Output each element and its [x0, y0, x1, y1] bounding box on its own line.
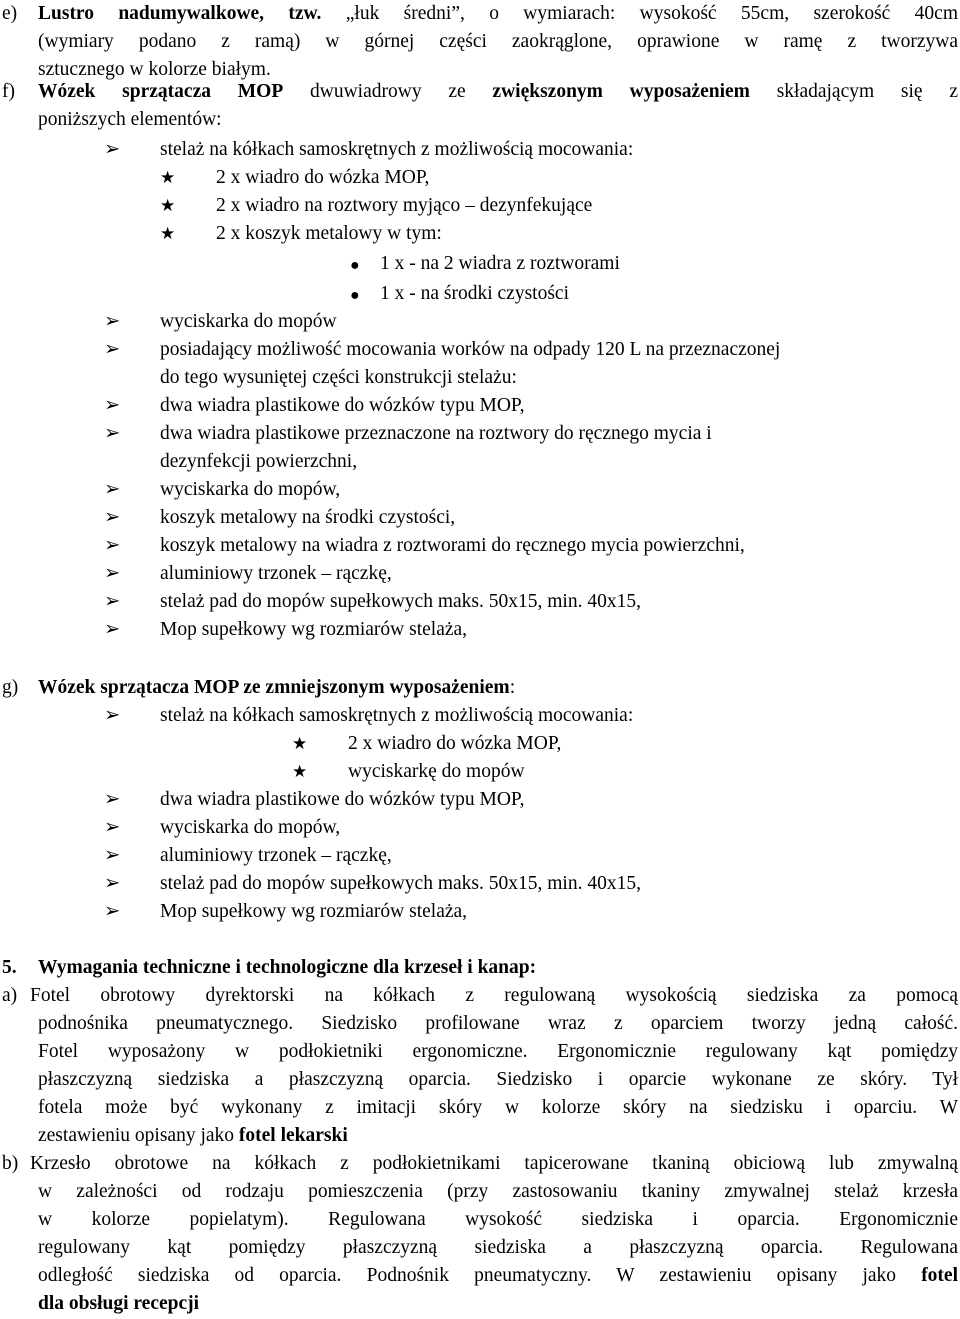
arrow-bullet-icon: ➢: [104, 339, 121, 360]
list-item: dwa wiadra plastikowe przeznaczone na roztwory do ręcznego mycia i: [160, 423, 712, 444]
section-b-line-2: w zależności od rodzaju pomieszczenia (przy zastosowaniu tkaniny zmywalnej stelaż krzesła: [38, 1181, 958, 1202]
section-b-line-6: [38, 1290, 958, 1318]
section-g-marker: g): [2, 677, 19, 698]
arrow-bullet-icon: ➢: [104, 139, 121, 160]
section-f-marker: f): [2, 81, 15, 102]
list-item: koszyk metalowy na wiadra z roztworami do ręcznego mycia powierzchni,: [160, 535, 745, 556]
list-item: stelaż na kółkach samoskrętnych z możliwością mocowania:: [160, 705, 634, 726]
dot-bullet-icon: ●: [350, 257, 360, 274]
list-item: wyciskarka do mopów,: [160, 817, 341, 838]
section-b-chair-name-1: fotel: [921, 1265, 958, 1286]
section-b-marker: b): [2, 1153, 19, 1174]
list-item: koszyk metalowy na środki czystości,: [160, 507, 456, 528]
arrow-bullet-icon: ➢: [104, 507, 121, 528]
list-item: wyciskarka do mopów: [160, 311, 337, 332]
arrow-bullet-icon: ➢: [104, 395, 121, 416]
list-item: dwa wiadra plastikowe do wózków typu MOP,: [160, 789, 525, 810]
section-e-line-3: sztucznego w kolorze białym.: [38, 59, 271, 80]
section-e-marker: e): [2, 3, 18, 24]
list-item: 2 x wiadro do wózka MOP,: [216, 167, 430, 188]
list-item: Mop supełkowy wg rozmiarów stelaża,: [160, 901, 468, 922]
section-a-marker: a): [2, 985, 18, 1006]
section-f-line-1: [38, 78, 958, 106]
star-bullet-icon: ★: [160, 196, 176, 215]
section-b-chair-name-2: dla obsługi recepcji: [38, 1293, 200, 1314]
list-item: wyciskarkę do mopów: [348, 761, 525, 782]
list-item: Mop supełkowy wg rozmiarów stelaża,: [160, 619, 468, 640]
section-a-line-2: podnośnika pneumatycznego. Siedzisko profilowane wraz z oparciem tworzy jedną całość.: [38, 1013, 958, 1034]
list-item: posiadający możliwość mocowania worków na odpady 120 L na przeznaczonej: [160, 339, 781, 360]
arrow-bullet-icon: ➢: [104, 789, 121, 810]
list-item: 1 x - na środki czystości: [380, 283, 570, 304]
section-5-marker: [2, 954, 17, 982]
arrow-bullet-icon: ➢: [104, 845, 121, 866]
section-a-line-1: Fotel obrotowy dyrektorski na kółkach z regulowaną wysokością siedziska za pomocą: [30, 985, 958, 1006]
list-item-continuation: dezynfekcji powierzchni,: [160, 451, 358, 472]
list-item: wyciskarka do mopów,: [160, 479, 341, 500]
section-f-rest: składającym się z: [749, 81, 959, 102]
section-b-line-5-text: odległość siedziska od oparcia. Podnośnik pneumatyczny. W zestawieniu opisany jako: [38, 1265, 922, 1286]
section-f-title-1: Wózek sprzątacza MOP: [38, 81, 284, 102]
list-item: dwa wiadra plastikowe do wózków typu MOP,: [160, 395, 525, 416]
arrow-bullet-icon: ➢: [104, 619, 121, 640]
list-item: stelaż na kółkach samoskrętnych z możliwością mocowania:: [160, 139, 634, 160]
arrow-bullet-icon: ➢: [104, 563, 121, 584]
section-f-mid: dwuwiadrowy ze: [283, 81, 493, 102]
section-g-colon: :: [509, 677, 516, 698]
list-item: 2 x wiadro na roztwory myjąco – dezynfekujące: [216, 195, 593, 216]
arrow-bullet-icon: ➢: [104, 901, 121, 922]
list-item: 2 x koszyk metalowy w tym:: [216, 223, 442, 244]
section-5-title: [38, 954, 536, 982]
arrow-bullet-icon: ➢: [104, 423, 121, 444]
section-5-number: 5.: [2, 957, 17, 978]
star-bullet-icon: ★: [292, 734, 308, 753]
arrow-bullet-icon: ➢: [104, 591, 121, 612]
arrow-bullet-icon: ➢: [104, 873, 121, 894]
section-b-line-1: Krzesło obrotowe na kółkach z podłokietnikami tapicerowane tkaniną obiciową lub zmywalną: [30, 1153, 958, 1174]
list-item: 2 x wiadro do wózka MOP,: [348, 733, 562, 754]
section-e-line-1: [38, 0, 958, 28]
section-b-line-3: w kolorze popielatym). Regulowana wysokość siedziska i oparcia. Ergonomicznie: [38, 1209, 958, 1230]
section-e-title: Lustro nadumywalkowe, tzw.: [38, 3, 322, 24]
section-a-chair-name: fotel lekarski: [238, 1125, 348, 1146]
arrow-bullet-icon: ➢: [104, 817, 121, 838]
section-f-title-2: zwiększonym wyposażeniem: [492, 81, 750, 102]
list-item: stelaż pad do mopów supełkowych maks. 50x15, min. 40x15,: [160, 873, 641, 894]
section-a-line-6: [38, 1122, 958, 1150]
list-item: 1 x - na 2 wiadra z roztworami: [380, 253, 620, 274]
section-a-line-3: Fotel wyposażony w podłokietniki ergonomiczne. Ergonomicznie regulowany kąt pomiędzy: [38, 1041, 958, 1062]
section-g-title-text: Wózek sprzątacza MOP ze zmniejszonym wyposażeniem: [38, 677, 510, 698]
arrow-bullet-icon: ➢: [104, 479, 121, 500]
section-a-line-6-text: zestawieniu opisany jako: [38, 1125, 239, 1146]
section-b-line-4: regulowany kąt pomiędzy płaszczyzną siedziska a płaszczyzną oparcia. Regulowana: [38, 1237, 958, 1258]
arrow-bullet-icon: ➢: [104, 705, 121, 726]
section-5-title-text: Wymagania techniczne i technologiczne dla krzeseł i kanap:: [38, 957, 537, 978]
section-a-line-4: płaszczyzną siedziska a płaszczyzną oparcia. Siedzisko i oparcie wykonane ze skóry. Tył: [38, 1069, 958, 1090]
section-a-line-5: fotela może być wykonany z imitacji skóry w kolorze skóry na siedzisku i oparciu. W: [38, 1097, 958, 1118]
star-bullet-icon: ★: [160, 168, 176, 187]
list-item: aluminiowy trzonek – rączkę,: [160, 845, 392, 866]
section-g-title: [38, 674, 515, 702]
list-item-continuation: do tego wysuniętej części konstrukcji stelażu:: [160, 367, 517, 388]
section-f-line-2: poniższych elementów:: [38, 109, 222, 130]
dot-bullet-icon: ●: [350, 287, 360, 304]
star-bullet-icon: ★: [160, 224, 176, 243]
arrow-bullet-icon: ➢: [104, 311, 121, 332]
section-e-line-2: (wymiary podano z ramą) w górnej części zaokrąglone, oprawione w ramę z tworzywa: [38, 31, 958, 52]
list-item: aluminiowy trzonek – rączkę,: [160, 563, 392, 584]
section-b-line-5: [38, 1262, 958, 1290]
star-bullet-icon: ★: [292, 762, 308, 781]
section-e-line-1-text: „łuk średni”, o wymiarach: wysokość 55cm, szerokość 40cm: [321, 3, 958, 24]
arrow-bullet-icon: ➢: [104, 535, 121, 556]
list-item: stelaż pad do mopów supełkowych maks. 50x15, min. 40x15,: [160, 591, 641, 612]
